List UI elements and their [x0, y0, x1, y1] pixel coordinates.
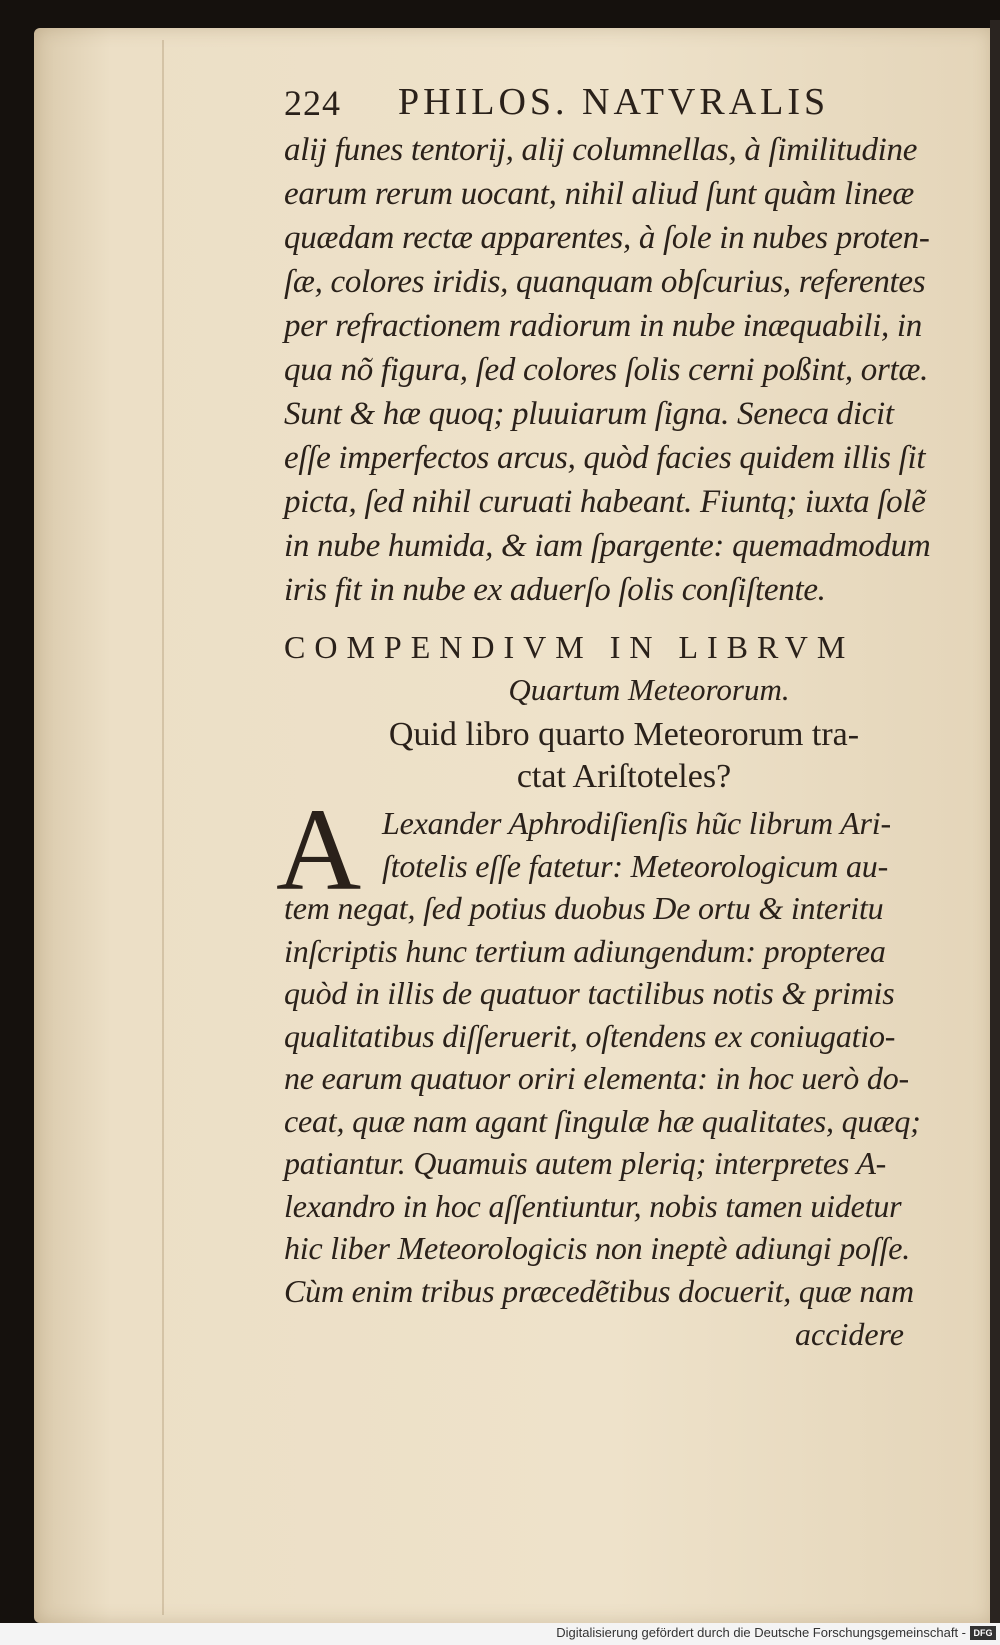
text-line: iris fit in nube ex aduerſo ſolis conſiſtente. [284, 572, 826, 608]
page-text [276, 76, 934, 1356]
question-heading [284, 714, 934, 798]
text-line: eſſe imperfectos arcus, quòd facies quidem illis ſit [284, 440, 926, 476]
answer-paragraph [276, 784, 934, 1356]
text-line: alij funes tentorij, alij columnellas, à ſimilitudine [284, 132, 918, 168]
footer-bar [0, 1623, 1000, 1645]
text-line: earum rerum uocant, nihil aliud ſunt quàm lineæ [284, 176, 914, 212]
text-line: hic liber Meteorologicis non ineptè adiungi poſſe. [284, 1230, 911, 1266]
text-line: ſæ, colores iridis, quanquam obſcurius, referentes [284, 264, 926, 300]
continuation-paragraph [284, 128, 934, 612]
text-line: Sunt & hæ quoq; pluuiarum ſigna. Seneca dicit [284, 396, 894, 432]
question-line: ctat Ariſtoteles? [516, 758, 732, 795]
text-line: inſcriptis hunc tertium adiungendum: propterea [284, 932, 886, 969]
text-line: ne earum quatuor oriri elementa: in hoc uerò do- [284, 1060, 909, 1096]
text-line: ſtotelis eſſe fatetur: Meteorologicum au- [382, 847, 889, 884]
margin-line [162, 40, 164, 1615]
text-line: in nube humida, & iam ſpargente: quemadmodum [284, 528, 931, 564]
text-line: quòd in illis de quatuor tactilibus notis & primis [284, 975, 895, 1011]
text-line: qua nõ figura, ſed colores ſolis cerni poßint, ortæ. [284, 352, 929, 388]
section-title: COMPENDIVM IN LIBRVM [284, 629, 855, 665]
text-line: ceat, quæ nam agant ſingulæ hæ qualitates, quæq; [284, 1102, 921, 1139]
running-head: PHILOS. NATVRALIS [398, 81, 830, 123]
question-line: Quid libro quarto Meteororum tra- [388, 716, 860, 753]
dfg-logo: DFG [970, 1626, 996, 1640]
text-line: per refractionem radiorum in nube inæquabili, in [284, 308, 922, 344]
text-line: Cùm enim tribus præcedẽtibus docuerit, quæ nam [284, 1272, 914, 1309]
catchword: accidere [795, 1316, 904, 1352]
folio-number: 224 [284, 83, 341, 123]
text-line: picta, ſed nihil curuati habeant. Fiuntq; iuxta ſolẽ [284, 484, 926, 520]
text-line: patiantur. Quamuis autem pleriq; interpretes A- [284, 1145, 887, 1181]
text-line: Lexander Aphrodiſienſis hũc librum Ari- [382, 805, 891, 841]
footer-credit: Digitalisierung gefördert durch die Deutsche Forschungsgemeinschaft - [556, 1625, 966, 1640]
drop-cap-initial: A [276, 784, 362, 915]
page-edge [990, 20, 1000, 1625]
section-subtitle: Quartum Meteororum. [508, 672, 790, 707]
text-line: qualitatibus diſſeruerit, oſtendens ex coniugatio- [284, 1017, 896, 1054]
page-header [284, 76, 934, 128]
text-line: tem negat, ſed potius duobus De ortu & interitu [284, 890, 884, 926]
text-line: quædam rectæ apparentes, à ſole in nubes proten- [284, 220, 930, 256]
text-line: lexandro in hoc aſſentiuntur, nobis tamen uidetur [284, 1187, 902, 1224]
